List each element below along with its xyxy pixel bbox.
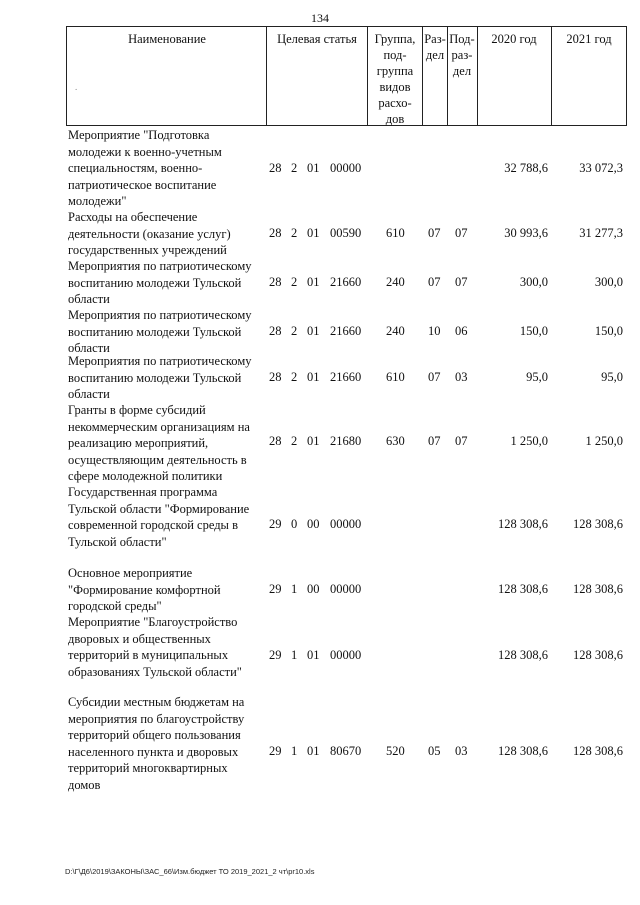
header-podrazdel: Под- раз- дел [449, 32, 475, 78]
expense-group: 630 [386, 434, 405, 448]
header-name: Наименование [128, 32, 206, 46]
target-program: 28 [269, 161, 282, 175]
target-event: 01 [307, 744, 320, 758]
target-code: 21660 [330, 324, 362, 338]
target-program: 28 [269, 324, 282, 338]
podrazdel: 07 [455, 226, 468, 240]
row-name: Расходы на обеспечение деятельности (оказание услуг) государственных учреждений [68, 210, 231, 257]
amount-2020: 128 308,6 [498, 582, 548, 596]
target-subprogram: 2 [291, 324, 298, 338]
target-event: 00 [307, 582, 320, 596]
target-program: 29 [269, 648, 282, 662]
amount-2020: 128 308,6 [498, 648, 548, 662]
target-subprogram: 2 [291, 370, 298, 384]
target-event: 01 [307, 226, 320, 240]
row-name: Мероприятия по патриотическому воспитанию молодежи Тульской области [68, 354, 252, 401]
target-subprogram: 1 [291, 582, 298, 596]
target-program: 28 [269, 370, 282, 384]
amount-2021: 128 308,6 [573, 744, 623, 758]
target-event: 01 [307, 324, 320, 338]
target-event: 01 [307, 648, 320, 662]
target-subprogram: 2 [291, 161, 298, 175]
podrazdel: 03 [455, 370, 468, 384]
razdel: 07 [428, 434, 441, 448]
amount-2020: 1 250,0 [510, 434, 548, 448]
amount-2021: 1 250,0 [585, 434, 623, 448]
target-code: 21680 [330, 434, 362, 448]
target-subprogram: 1 [291, 744, 298, 758]
target-code: 00000 [330, 582, 362, 596]
razdel: 07 [428, 275, 441, 289]
target-event: 00 [307, 517, 320, 531]
amount-2021: 31 277,3 [579, 226, 623, 240]
target-event: 01 [307, 161, 320, 175]
amount-2021: 128 308,6 [573, 648, 623, 662]
row-name: Мероприятия по патриотическому воспитанию молодежи Тульской области [68, 308, 252, 355]
amount-2020: 32 788,6 [504, 161, 548, 175]
razdel: 05 [428, 744, 441, 758]
expense-group: 240 [386, 324, 405, 338]
amount-2021: 33 072,3 [579, 161, 623, 175]
podrazdel: 03 [455, 744, 468, 758]
amount-2020: 30 993,6 [504, 226, 548, 240]
target-subprogram: 1 [291, 648, 298, 662]
amount-2020: 150,0 [519, 324, 548, 338]
amount-2020: 128 308,6 [498, 744, 548, 758]
expense-group: 240 [386, 275, 405, 289]
target-subprogram: 2 [291, 226, 298, 240]
row-name: Основное мероприятие "Формирование комфортной городской среды" [68, 566, 221, 613]
target-code: 00590 [330, 226, 362, 240]
expense-group: 610 [386, 226, 405, 240]
page-number: 134 [311, 11, 329, 25]
podrazdel: 07 [455, 275, 468, 289]
target-code: 00000 [330, 517, 362, 531]
header-group: Группа, под- группа видов расхо- дов [374, 32, 416, 126]
target-program: 29 [269, 582, 282, 596]
row-name: Субсидии местным бюджетам на мероприятия по благоустройству территорий общего пользования населенного пункта и дворовых территорий многоквартирных домов [68, 695, 245, 792]
amount-2020: 300,0 [519, 275, 548, 289]
target-code: 00000 [330, 648, 362, 662]
header-2021: 2021 год [566, 32, 612, 46]
table-header [66, 26, 627, 126]
target-code: 21660 [330, 370, 362, 384]
target-event: 01 [307, 275, 320, 289]
header-mark: . [75, 82, 78, 92]
file-path-footer: D:\Г\Д6\2019\ЗАКОНЫ\ЗАС_66\Изм.бюджет ТО 2019_2021_2 чт\pr10.xls [65, 867, 315, 876]
target-event: 01 [307, 434, 320, 448]
row-name: Мероприятия по патриотическому воспитанию молодежи Тульской области [68, 259, 252, 306]
target-subprogram: 2 [291, 275, 298, 289]
expense-group: 520 [386, 744, 405, 758]
header-target: Целевая статья [277, 32, 357, 46]
target-subprogram: 2 [291, 434, 298, 448]
target-program: 28 [269, 226, 282, 240]
target-code: 21660 [330, 275, 362, 289]
podrazdel: 07 [455, 434, 468, 448]
razdel: 10 [428, 324, 441, 338]
razdel: 07 [428, 226, 441, 240]
amount-2021: 128 308,6 [573, 582, 623, 596]
target-program: 29 [269, 517, 282, 531]
row-name: Гранты в форме субсидий некоммерческим организациям на реализацию мероприятий, осуществляющим деятельность в сфере молодежной политики [68, 403, 250, 483]
amount-2021: 150,0 [594, 324, 623, 338]
amount-2021: 95,0 [601, 370, 623, 384]
header-2020: 2020 год [491, 32, 537, 46]
razdel: 07 [428, 370, 441, 384]
podrazdel: 06 [455, 324, 468, 338]
amount-2021: 128 308,6 [573, 517, 623, 531]
target-subprogram: 0 [291, 517, 298, 531]
row-name: Мероприятие "Благоустройство дворовых и общественных территорий в муниципальных образованиях Тульской области" [68, 615, 242, 679]
target-program: 29 [269, 744, 282, 758]
row-name: Государственная программа Тульской области "Формирование современной городской среды в Тульской области" [68, 485, 250, 549]
target-code: 00000 [330, 161, 362, 175]
target-code: 80670 [330, 744, 362, 758]
expense-group: 610 [386, 370, 405, 384]
row-name: Мероприятие "Подготовка молодежи к военно-учетным специальностям, военно- патриотическое воспитание молодежи" [68, 128, 222, 208]
header-razdel: Раз- дел [424, 32, 446, 62]
amount-2020: 95,0 [526, 370, 548, 384]
amount-2021: 300,0 [594, 275, 623, 289]
target-event: 01 [307, 370, 320, 384]
target-program: 28 [269, 275, 282, 289]
amount-2020: 128 308,6 [498, 517, 548, 531]
target-program: 28 [269, 434, 282, 448]
